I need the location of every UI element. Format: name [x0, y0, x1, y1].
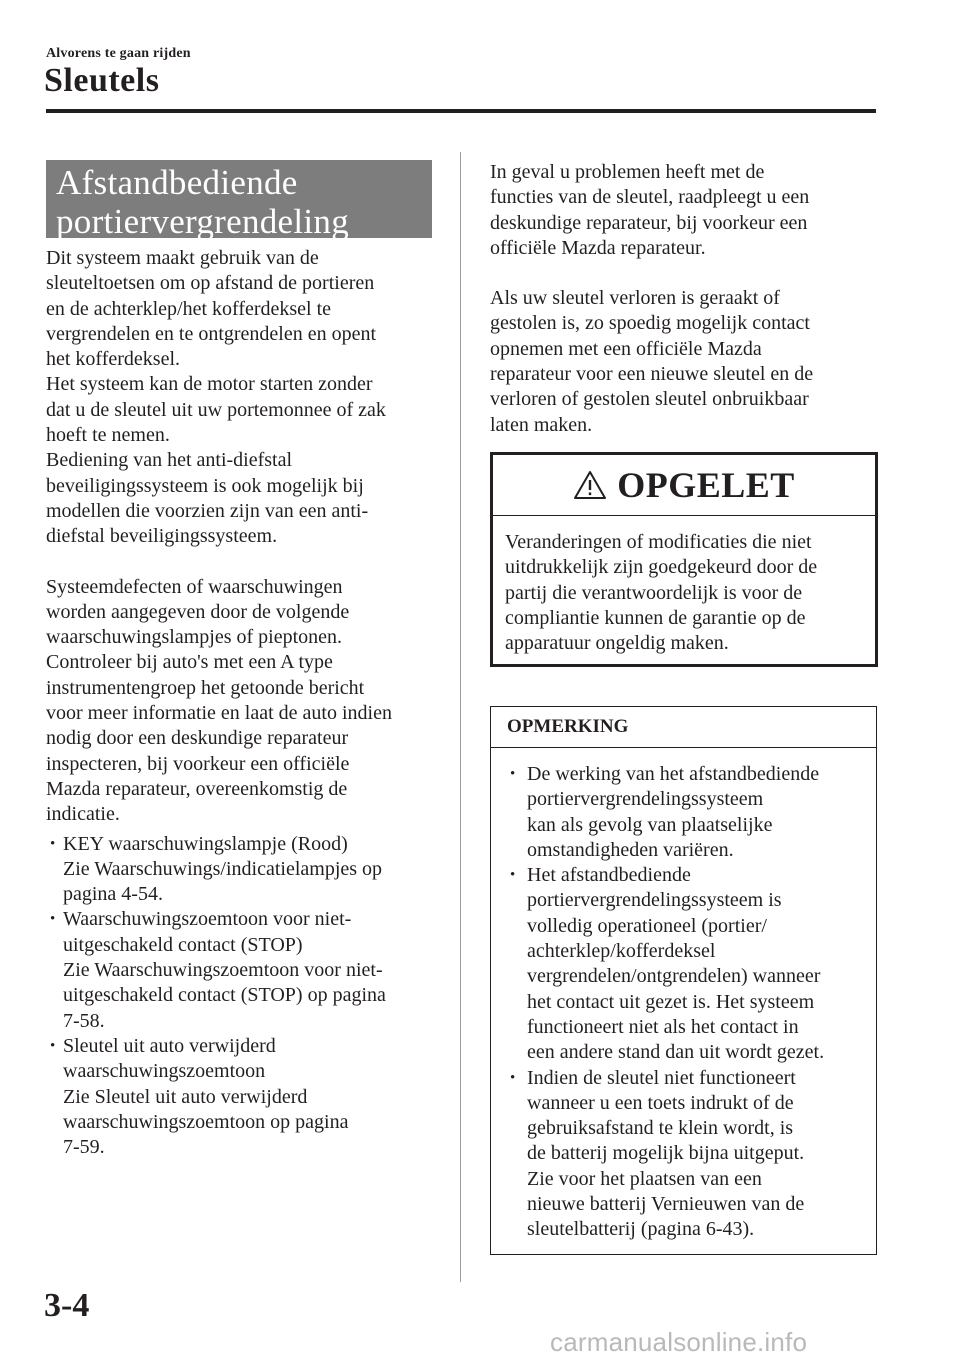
text-line: Zie voor het plaatsen van een: [527, 1167, 762, 1190]
section-heading-line-1: Afstandbediende: [56, 163, 298, 202]
text-line: officiële Mazda reparateur.: [490, 236, 706, 259]
text-line: de batterij mogelijk bijna uitgeput.: [527, 1142, 805, 1165]
list-item: [503, 1066, 868, 1243]
text-line: Zie Waarschuwingszoemtoon voor niet-: [63, 959, 383, 982]
text-line: waarschuwingszoemtoon op pagina: [63, 1110, 349, 1133]
text-line: inspecteren, bij voorkeur een officiële: [46, 752, 350, 775]
text-line: Sleutel uit auto verwijderd: [63, 1034, 276, 1057]
text-line: beveiligingssysteem is ook mogelijk bij: [46, 474, 364, 497]
list-item: [503, 863, 868, 1065]
text-line: wanneer u een toets indrukt of de: [527, 1091, 794, 1114]
text-line: dat u de sleutel uit uw portemonnee of zak: [46, 398, 386, 421]
text-line: vergrendelen en te ontgrendelen en opent: [46, 322, 377, 345]
section-heading-line-2: portiervergrendeling: [56, 202, 350, 241]
text-line: Waarschuwingszoemtoon voor niet-: [63, 908, 352, 931]
warning-list: [46, 832, 438, 1161]
section-label: Alvorens te gaan rijden: [46, 46, 191, 61]
text-line: KEY waarschuwingslampje (Rood): [63, 832, 348, 855]
note-box: [490, 706, 877, 1255]
note-text: [491, 748, 876, 1243]
text-line: voor meer informatie en laat de auto indien: [46, 702, 392, 725]
caution-title: OPGELET: [617, 465, 795, 505]
text-line: verloren of gestolen sleutel onbruikbaar: [490, 388, 809, 411]
caution-box: [490, 452, 878, 667]
text-line: partij die verantwoordelijk is voor de: [505, 581, 803, 604]
left-column: [46, 246, 438, 1160]
text-line: Het systeem kan de motor starten zonder: [46, 373, 373, 396]
text-line: In geval u problemen heeft met de: [490, 161, 765, 183]
text-line: waarschuwingslampjes of pieptonen.: [46, 626, 343, 649]
text-line: kan als gevolg van plaatselijke: [527, 813, 773, 836]
text-line: Dit systeem maakt gebruik van de: [46, 247, 319, 269]
text-line: compliantie kunnen de garantie op de: [505, 606, 806, 629]
header-rule: [46, 109, 876, 113]
text-line: Zie Sleutel uit auto verwijderd: [63, 1085, 308, 1108]
text-line: hoeft te nemen.: [46, 424, 170, 447]
text-line: De werking van het afstandbediende: [527, 763, 820, 785]
text-line: portiervergrendelingssysteem is: [527, 889, 782, 912]
section-heading: [46, 160, 432, 241]
text-line: deskundige reparateur, bij voorkeur een: [490, 211, 808, 234]
text-line: omstandigheden variëren.: [527, 838, 734, 861]
caution-header: [493, 455, 875, 515]
note-list: [503, 762, 868, 1243]
text-line: instrumentengroep het getoonde bericht: [46, 676, 365, 699]
text-line: indicatie.: [46, 803, 120, 826]
text-line: uitdrukkelijk zijn goedgekeurd door de: [505, 556, 818, 579]
caution-text: [493, 516, 875, 656]
text-line: een andere stand dan uit wordt gezet.: [527, 1041, 825, 1064]
text-line: nodig door een deskundige reparateur: [46, 727, 349, 750]
text-line: functies van de sleutel, raadpleegt u een: [490, 186, 810, 209]
text-line: gestolen is, zo spoedig mogelijk contact: [490, 312, 810, 335]
problems-paragraph: [490, 160, 880, 261]
note-title: OPMERKING: [507, 716, 629, 737]
text-line: sleutelbatterij (pagina 6-43).: [527, 1218, 755, 1241]
text-line: laten maken.: [490, 413, 593, 436]
text-line: achterklep/kofferdeksel: [527, 940, 716, 963]
intro-paragraph: [46, 246, 438, 550]
list-item: [46, 1034, 438, 1160]
text-line: opnemen met een officiële Mazda: [490, 337, 762, 360]
text-line: Zie Waarschuwings/indicatielampjes op: [63, 857, 383, 880]
text-line: 7-59.: [63, 1136, 105, 1159]
text-line: pagina 4-54.: [63, 883, 163, 906]
defects-paragraph: [46, 575, 438, 828]
text-line: Het afstandbediende: [527, 864, 691, 887]
chapter-title: Sleutels: [44, 62, 160, 99]
list-item: [46, 832, 438, 908]
text-line: portiervergrendelingssysteem: [527, 788, 764, 811]
text-line: reparateur voor een nieuwe sleutel en de: [490, 363, 814, 386]
text-line: Controleer bij auto's met een A type: [46, 651, 333, 674]
text-line: Als uw sleutel verloren is geraakt of: [490, 287, 780, 310]
text-line: Systeemdefecten of waarschuwingen: [46, 575, 343, 598]
text-line: Bediening van het anti-diefstal: [46, 449, 293, 472]
text-line: waarschuwingszoemtoon: [63, 1060, 266, 1083]
text-line: sleuteltoetsen om op afstand de portieren: [46, 272, 375, 295]
text-line: functioneert niet als het contact in: [527, 1015, 799, 1038]
text-line: modellen die voorzien zijn van een anti-: [46, 499, 369, 522]
text-line: het contact uit gezet is. Het systeem: [527, 990, 815, 1013]
lost-key-paragraph: [490, 286, 880, 438]
list-item: [503, 762, 868, 863]
right-column: [490, 160, 880, 438]
text-line: worden aangegeven door de volgende: [46, 600, 350, 623]
text-line: Indien de sleutel niet functioneert: [527, 1066, 796, 1089]
text-line: uitgeschakeld contact (STOP) op pagina: [63, 984, 386, 1007]
text-line: nieuwe batterij Vernieuwen van de: [527, 1193, 805, 1216]
text-line: gebruiksafstand te klein wordt, is: [527, 1117, 794, 1140]
text-line: volledig operationeel (portier/: [527, 914, 767, 937]
text-line: apparatuur ongeldig maken.: [505, 632, 729, 655]
text-line: 7-58.: [63, 1009, 105, 1032]
watermark: carmanualsonline.info: [550, 1327, 808, 1357]
text-line: Veranderingen of modificaties die niet: [505, 531, 812, 553]
text-line: het kofferdeksel.: [46, 348, 181, 371]
text-line: Mazda reparateur, overeenkomstig de: [46, 777, 348, 800]
page-number: 3-4: [44, 1287, 90, 1324]
column-divider: [460, 152, 461, 1282]
warning-triangle-icon: [573, 470, 607, 500]
text-line: vergrendelen/ontgrendelen) wanneer: [527, 965, 821, 988]
list-item: [46, 907, 438, 1033]
text-line: uitgeschakeld contact (STOP): [63, 933, 303, 956]
text-line: diefstal beveiligingssysteem.: [46, 525, 278, 548]
text-line: en de achterklep/het kofferdeksel te: [46, 297, 332, 320]
